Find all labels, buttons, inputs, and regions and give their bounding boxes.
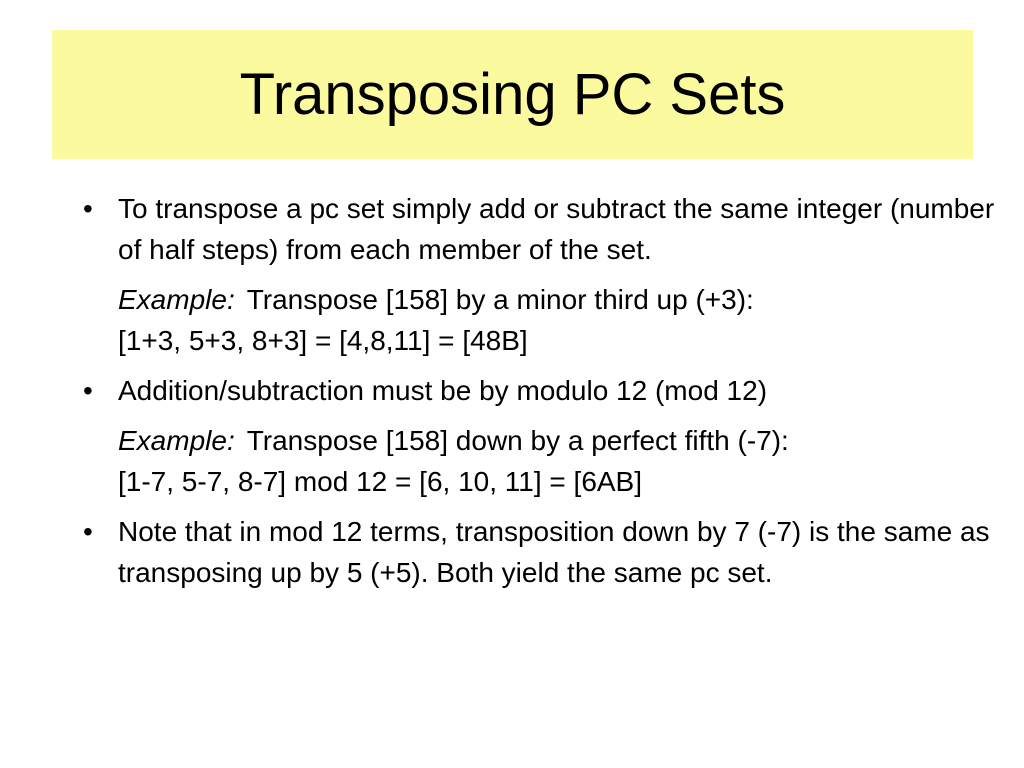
title-banner	[52, 30, 973, 159]
example-label: Example:	[118, 425, 235, 456]
bullet-item-1	[75, 188, 1005, 270]
bullet-item-2	[75, 370, 1005, 411]
bullet-marker: •	[83, 516, 93, 547]
example-calculation: [1+3, 5+3, 8+3] = [4,8,11] = [48B]	[118, 325, 528, 356]
example-label: Example:	[118, 284, 235, 315]
bullet-marker: •	[83, 375, 93, 406]
bullet-item-3	[75, 511, 1005, 593]
bullet-marker: •	[83, 193, 93, 224]
slide-content	[75, 188, 1005, 602]
bullet-text: To transpose a pc set simply add or subtract the same integer (number of half steps) from each member of the set.	[118, 193, 995, 265]
example-line-1	[118, 420, 1005, 461]
bullet-text: Addition/subtraction must be by modulo 12 (mod 12)	[118, 375, 768, 406]
example-line-1	[118, 279, 1005, 320]
example-calculation: [1-7, 5-7, 8-7] mod 12 = [6, 10, 11] = [6AB]	[118, 466, 643, 497]
bullet-text: Note that in mod 12 terms, transposition down by 7 (-7) is the same as transposing up by 5 (+5). Both yield the same pc set.	[118, 516, 990, 588]
example-block-2	[118, 420, 1005, 502]
example-block-1	[118, 279, 1005, 361]
slide-title: Transposing PC Sets	[239, 61, 786, 127]
example-text: Transpose [158] down by a perfect fifth (-7):	[246, 425, 789, 456]
example-text: Transpose [158] by a minor third up (+3):	[246, 284, 754, 315]
